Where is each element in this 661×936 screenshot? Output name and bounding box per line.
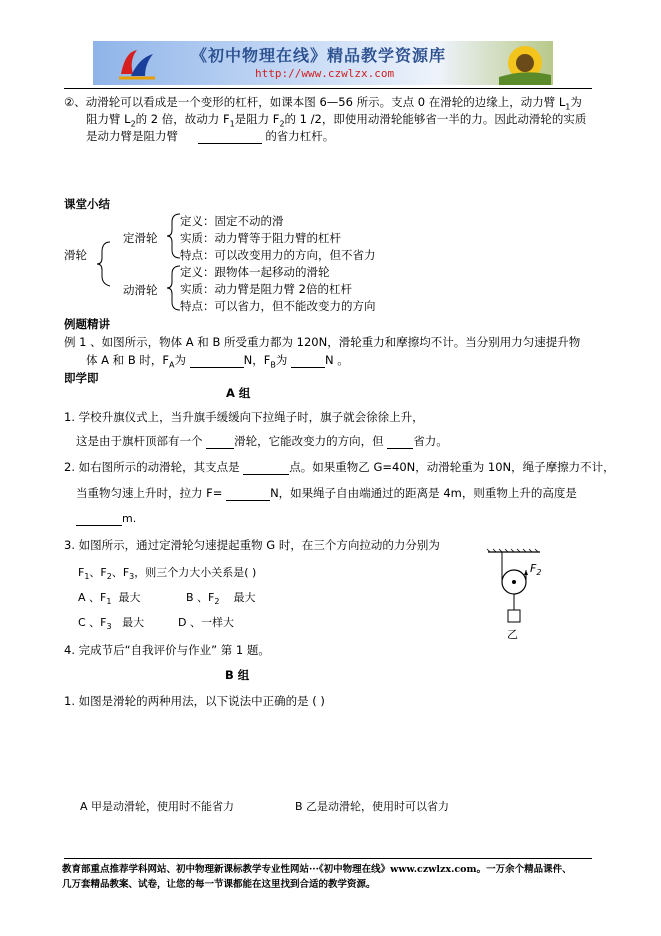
footer-line-2: 几万套精品教案、试卷，让您的每一节课都能在这里找到合适的教学资源。 — [62, 879, 376, 890]
question-3-line-1: 3. 如图所示，通过定滑轮匀速提起重物 G 时，在三个方向拉动的力分别为 — [64, 538, 440, 552]
question-3-option-a[interactable]: A 、$F_1$ 最大 — [78, 591, 141, 607]
question-3-option-b[interactable]: B 、$F_2$ 最大 — [186, 591, 256, 607]
question-3-option-d[interactable]: D 、一样大 — [178, 616, 234, 629]
answer-blank[interactable] — [387, 434, 413, 449]
fixed-pulley-item: 实质：动力臂等于阻力臂的杠杆 — [180, 231, 341, 245]
footer — [62, 862, 602, 892]
movable-pulley-item: 特点：可以省力，但不能改变力的方向 — [180, 299, 376, 313]
movable-pulley-label: 动滑轮 — [123, 283, 158, 297]
intro-line-1: ②、动滑轮可以看成是一个变形的杠杆，如课本图 6—56 所示。支点 0 在滑轮的边缘上，动力臂 $L_1$为 — [64, 95, 582, 112]
header-banner — [93, 41, 553, 85]
summary-brace-svg — [96, 212, 186, 316]
example-heading: 例题精讲 — [64, 317, 110, 331]
example-line-2: 体 A 和 B 时，$F_A$为 N，$F_B$为 N 。 — [86, 353, 349, 370]
group-b-question-1: 1. 如图是滑轮的两种用法，以下说法中正确的是 ( ) — [64, 694, 325, 708]
fixed-pulley-label: 定滑轮 — [123, 231, 158, 245]
intro-line-2: 阻力臂 $L_2$的 2 倍，故动力 $F_1$是阻力 $F_2$的 1 /2，即使用动滑轮能够省一半的力。因此动滑轮的实质 — [86, 112, 587, 129]
question-3-option-c[interactable]: C 、$F_3$ 最大 — [78, 616, 145, 632]
footer-rule — [64, 858, 592, 859]
site-logo-icon — [115, 44, 159, 82]
figure-label-yi: 乙 — [507, 628, 518, 641]
answer-blank[interactable] — [198, 129, 262, 144]
fixed-pulley-item: 定义：固定不动的滑 — [180, 214, 284, 228]
sunflower-icon — [499, 41, 551, 85]
group-b-option-a[interactable]: A 甲是动滑轮，使用时不能省力 — [80, 800, 235, 813]
question-2-line-1: 2. 如右图所示的动滑轮，其支点是 点。如果重物乙 G=40N，动滑轮重为 10N，绳子摩擦力不计， — [64, 460, 615, 474]
header-rule — [64, 88, 592, 89]
question-2-line-3: m. — [76, 512, 136, 526]
answer-blank[interactable] — [226, 486, 270, 501]
question-3-line-2: $F_1$、$F_2$、$F_3$，则三个力大小关系是( ) — [78, 566, 257, 582]
banner-title: 《初中物理在线》精品教学资源库 — [191, 46, 447, 65]
fixed-pulley-item: 特点：可以改变用力的方向，但不省力 — [180, 248, 376, 262]
summary-root: 滑轮 — [64, 248, 87, 262]
question-1-line-2: 这是由于旗杆顶部有一个 滑轮，它能改变力的方向，但 省力。 — [76, 434, 448, 448]
footer-line-1: 教育部重点推荐学科网站、初中物理新课标教学专业性网站···《初中物理在线》www.czwlzx.com。一万余个精品课件、 — [62, 864, 572, 875]
practice-heading: 即学即 — [64, 371, 99, 385]
intro-line-3: 是动力臂是阻力臂 的省力杠杆。 — [86, 129, 335, 143]
figure-label-f2: $F_2$ — [530, 562, 542, 578]
example-line-1: 例 1 、如图所示，物体 A 和 B 所受重力都为 120N，滑轮重力和摩擦均不计。当分别用力匀速提升物 — [64, 335, 581, 349]
answer-blank[interactable] — [76, 512, 122, 526]
summary-heading: 课堂小结 — [64, 197, 110, 211]
question-2-line-2: 当重物匀速上升时，拉力 F= N，如果绳子自由端通过的距离是 4m，则重物上升的高度是 — [76, 486, 577, 500]
banner-url[interactable]: http://www.czwlzx.com — [255, 67, 395, 80]
movable-pulley-item: 定义：跟物体一起移动的滑轮 — [180, 265, 330, 279]
answer-blank[interactable] — [206, 434, 234, 449]
question-4: 4. 完成节后“自我评价与作业” 第 1 题。 — [64, 643, 270, 657]
answer-blank[interactable] — [190, 353, 244, 368]
answer-blank[interactable] — [243, 460, 289, 475]
group-a-heading: A 组 — [226, 386, 251, 400]
group-b-heading: B 组 — [225, 668, 250, 682]
answer-blank[interactable] — [291, 353, 325, 368]
question-1-line-1: 1. 学校升旗仪式上，当升旗手缓缓向下拉绳子时，旗子就会徐徐上升， — [64, 410, 424, 424]
movable-pulley-item: 实质：动力臂是阻力臂 2倍的杠杆 — [180, 282, 352, 296]
group-b-option-b[interactable]: B 乙是动滑轮，使用时可以省力 — [295, 800, 450, 813]
